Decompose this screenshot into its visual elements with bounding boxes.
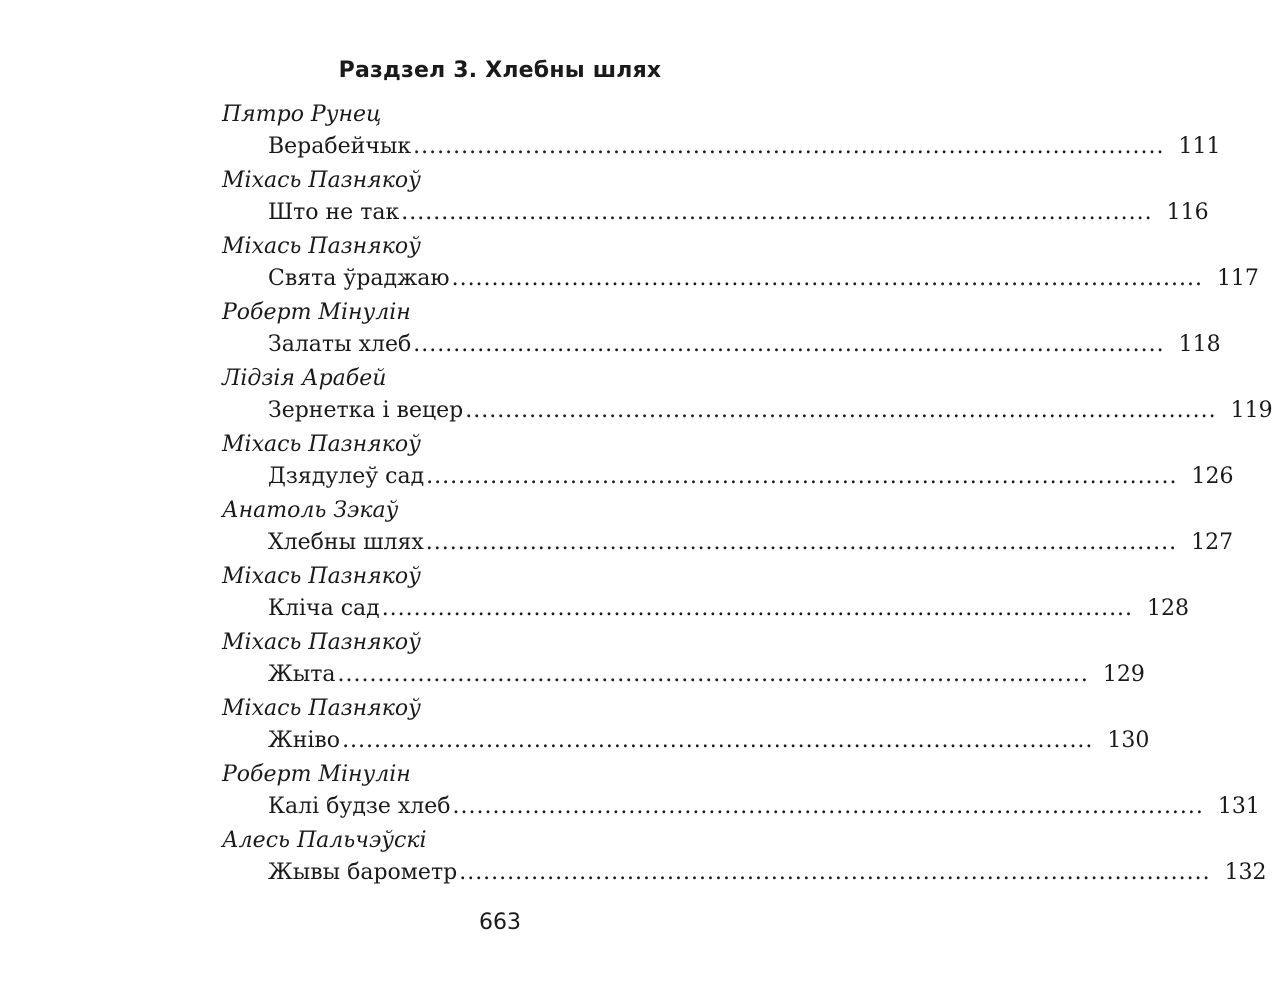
toc-page-number: 131: [1217, 794, 1260, 819]
toc-author: Міхась Пазнякоў: [222, 564, 421, 589]
toc-entry-title: Што не так: [268, 200, 400, 225]
dot-leader: ..............................................................................................: [425, 530, 1178, 555]
toc-entry: [268, 726, 1150, 756]
page-number: 663: [479, 910, 521, 935]
toc-author: Роберт Мінулін: [222, 762, 411, 787]
toc-entry-title: Жывы барометр: [268, 860, 458, 885]
toc-author: Роберт Мінулін: [222, 300, 411, 325]
toc-entry-title: Зернетка і вецер: [268, 398, 464, 423]
toc-entry-title: Жыта: [268, 662, 336, 687]
dot-leader: ..............................................................................................: [459, 860, 1211, 885]
toc-entry-title: Свята ўраджаю: [268, 266, 450, 291]
toc-entry: [268, 528, 1234, 558]
toc-page-number: 132: [1224, 860, 1267, 885]
toc-entry-title: Калі будзе хлеб: [268, 794, 451, 819]
toc-page-number: 128: [1147, 596, 1190, 621]
toc-author: Міхась Пазнякоў: [222, 234, 421, 259]
toc-page-number: 117: [1216, 266, 1259, 291]
toc-page-number: 118: [1178, 332, 1221, 357]
toc-author: Алесь Пальчэўскі: [222, 828, 427, 853]
toc-author: Пятро Рунец: [222, 102, 382, 127]
toc-page-number: 126: [1191, 464, 1234, 489]
toc-author: Міхась Пазнякоў: [222, 432, 421, 457]
dot-leader: ..............................................................................................: [452, 794, 1204, 819]
toc-entry: [268, 462, 1234, 492]
toc-page-number: 129: [1102, 662, 1145, 687]
toc-entry: [268, 330, 1221, 360]
toc-entry: [268, 132, 1221, 162]
toc-entry-title: Дзядулеў сад: [268, 464, 425, 489]
dot-leader: ..............................................................................................: [413, 332, 1165, 357]
toc-author: Міхась Пазнякоў: [222, 696, 421, 721]
toc-entry-title: Хлебны шлях: [268, 530, 424, 555]
toc-author: Лідзія Арабей: [222, 366, 387, 391]
toc-entry: [268, 198, 1209, 228]
dot-leader: ..............................................................................................: [465, 398, 1217, 423]
toc-page-number: 111: [1178, 134, 1221, 159]
toc-entry: [268, 396, 1273, 426]
dot-leader: ..............................................................................................: [413, 134, 1165, 159]
dot-leader: ..............................................................................................: [381, 596, 1134, 621]
toc-page-number: 127: [1191, 530, 1234, 555]
dot-leader: ..............................................................................................: [401, 200, 1153, 225]
toc-entry: [268, 264, 1259, 294]
toc-entry: [268, 660, 1145, 690]
toc-author: Міхась Пазнякоў: [222, 168, 421, 193]
toc-entry: [268, 792, 1260, 822]
toc-author: Анатоль Зэкаў: [222, 498, 399, 523]
dot-leader: ..............................................................................................: [342, 728, 1094, 753]
toc-author: Міхась Пазнякоў: [222, 630, 421, 655]
toc-entry-title: Жніво: [268, 728, 341, 753]
toc-entry: [268, 858, 1267, 888]
dot-leader: ..............................................................................................: [426, 464, 1178, 489]
toc-entry-title: Верабейчык: [268, 134, 412, 159]
dot-leader: ..............................................................................................: [337, 662, 1089, 687]
section-title: Раздзел 3. Хлебны шлях: [338, 58, 662, 83]
toc-page-number: 116: [1166, 200, 1209, 225]
dot-leader: ..............................................................................................: [451, 266, 1203, 291]
toc-entry-title: Залаты хлеб: [268, 332, 412, 357]
toc-entry: [268, 594, 1190, 624]
toc-entry-title: Кліча сад: [268, 596, 380, 621]
toc-page-number: 119: [1230, 398, 1273, 423]
toc-page-number: 130: [1107, 728, 1150, 753]
